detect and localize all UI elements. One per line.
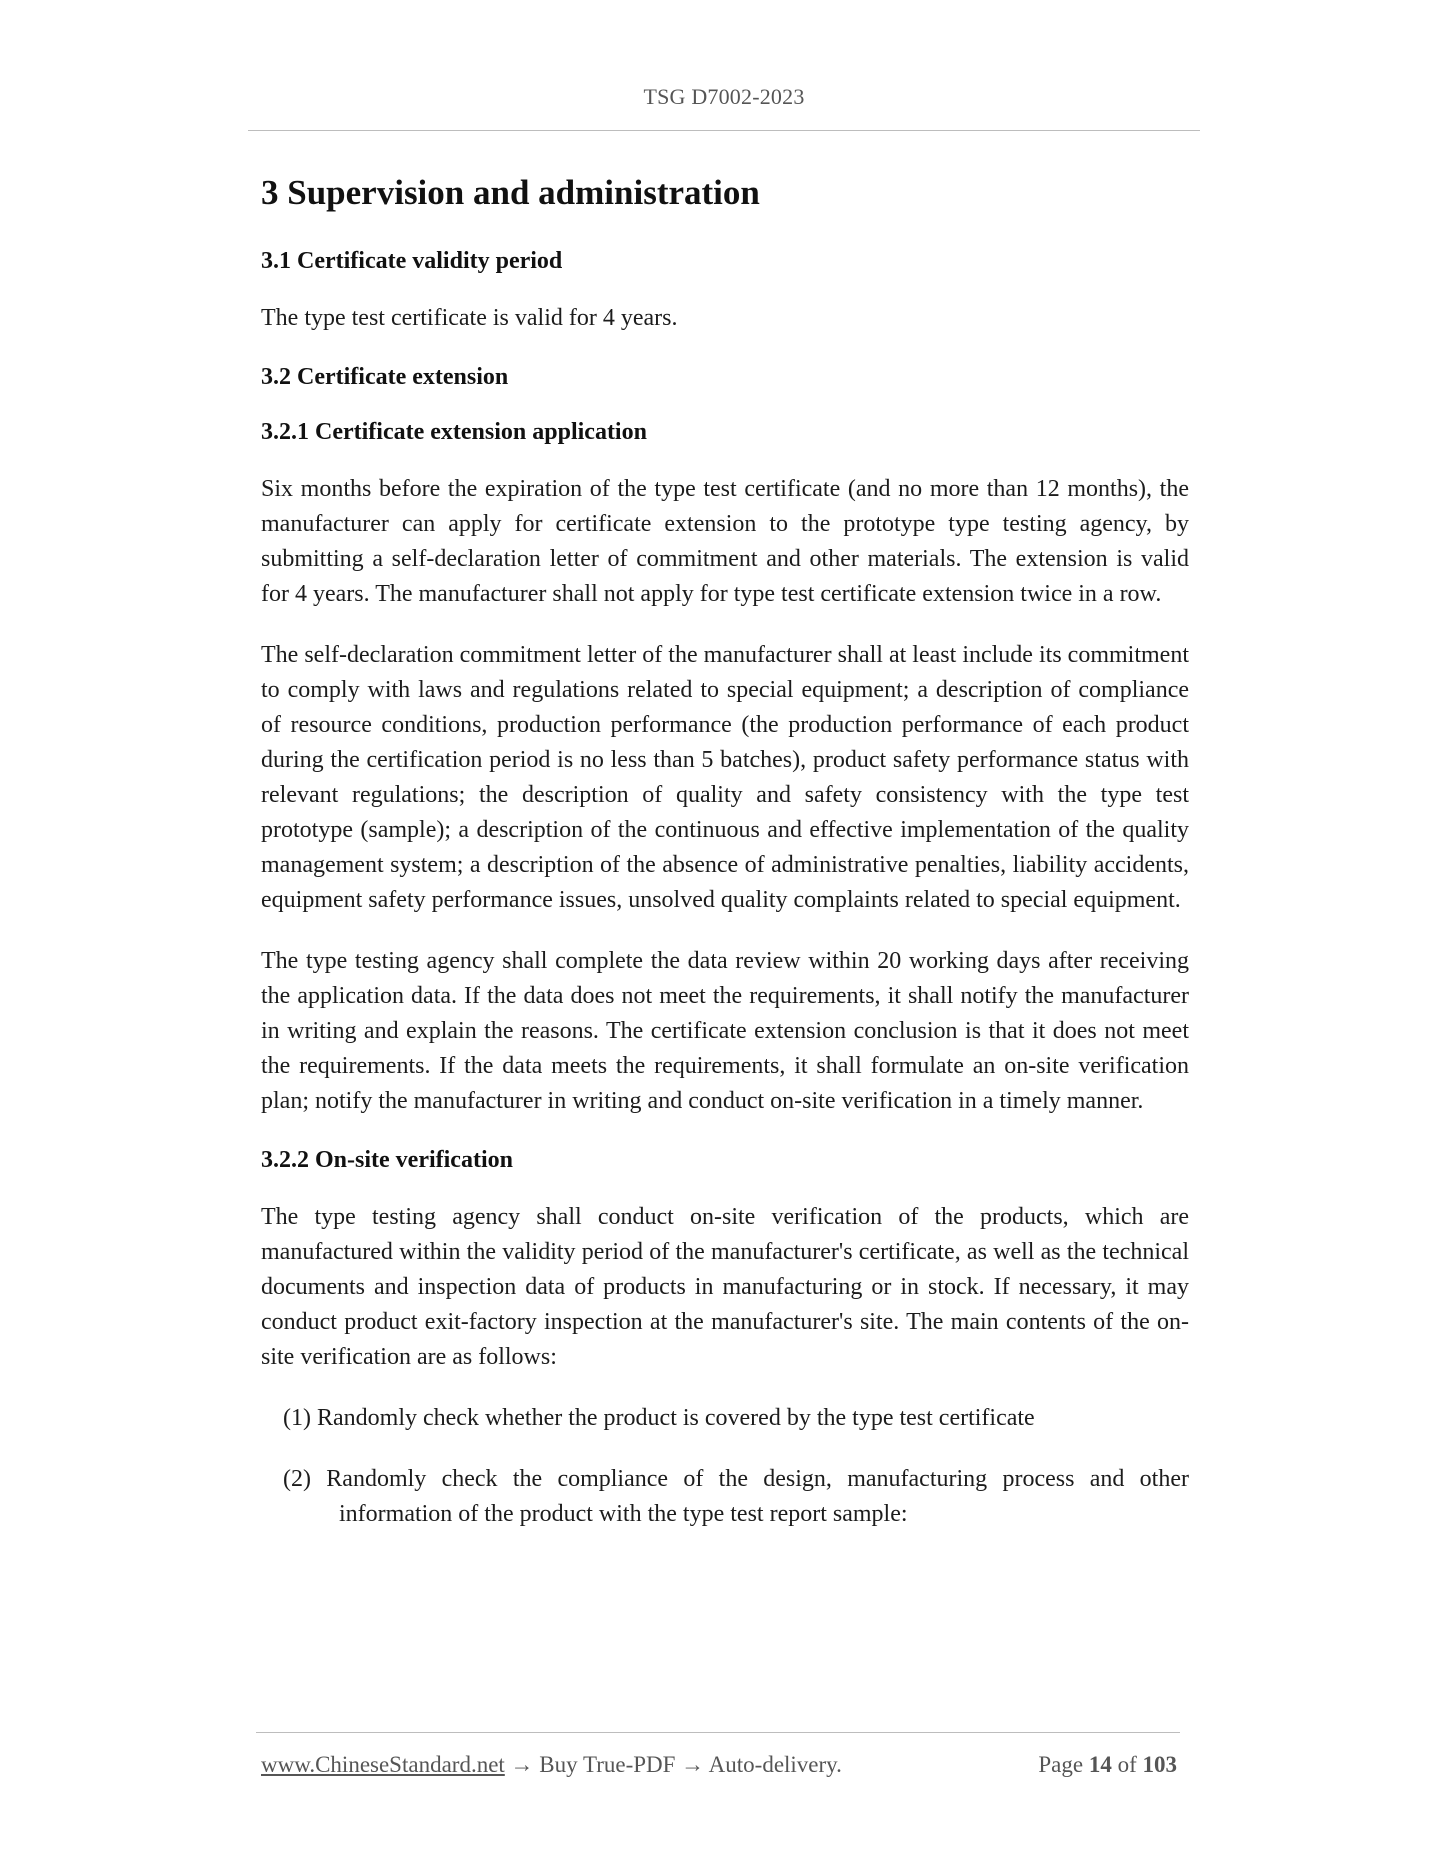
- heading-3-2-1: 3.2.1 Certificate extension application: [261, 418, 647, 445]
- footer-tagline: → Buy True-PDF → Auto-delivery.: [504, 1752, 842, 1777]
- website-link[interactable]: www.ChineseStandard.net: [261, 1752, 505, 1777]
- page-current: 14: [1088, 1752, 1112, 1777]
- page-total: 103: [1142, 1752, 1177, 1777]
- section-title: 3 Supervision and administration: [261, 173, 760, 212]
- page-number: [1038, 1752, 1177, 1778]
- paragraph-3-2-1-b: The self-declaration commitment letter of the manufacturer shall at least include its commitment to comply with laws and regulations related to special equipment; a description of compliance of resource conditions, production performance (the production performance of each product during the certification period is no less than 5 batches), product safety performance status with relevant regulations; the description of quality and safety consistency with the type test prototype (sample); a description of the continuous and effective implementation of the quality management system; a description of the absence of administrative penalties, liability accidents, equipment safety performance issues, unsolved quality complaints related to special equipment.: [261, 642, 1189, 914]
- page-label: Page: [1038, 1752, 1084, 1777]
- list-item-2: (2) Randomly check the compliance of the design, manufacturing process and other information of the product with the type test report sample:: [283, 1466, 1189, 1528]
- paragraph-3-1: The type test certificate is valid for 4 years.: [261, 304, 678, 331]
- heading-3-2-2: 3.2.2 On-site verification: [261, 1147, 513, 1174]
- page-content: [261, 170, 1189, 1558]
- heading-3-2: 3.2 Certificate extension: [261, 363, 509, 390]
- of-label: of: [1117, 1752, 1137, 1777]
- header-divider: [248, 130, 1200, 131]
- running-header: TSG D7002-2023: [643, 84, 805, 109]
- paragraph-3-2-2: The type testing agency shall conduct on-site verification of the products, which are manufactured within the validity period of the manufacturer's certificate, as well as the technical documents and inspection data of products in manufacturing or in stock. If necessary, it may conduct product exit-factory inspection at the manufacturer's site. The main contents of the on-site verification are as follows:: [261, 1204, 1189, 1371]
- footer-divider: [256, 1732, 1180, 1733]
- footer-promo: [261, 1752, 842, 1778]
- paragraph-3-2-1-c: The type testing agency shall complete the data review within 20 working days after receiving the application data. If the data does not meet the requirements, it shall notify the manufacturer in writing and explain the reasons. The certificate extension conclusion is that it does not meet the requirements. If the data meets the requirements, it shall formulate an on-site verification plan; notify the manufacturer in writing and conduct on-site verification in a timely manner.: [261, 948, 1189, 1115]
- paragraph-3-2-1-a: Six months before the expiration of the type test certificate (and no more than 12 months), the manufacturer can apply for certificate extension to the prototype type testing agency, by submitting a self-declaration letter of commitment and other materials. The extension is valid for 4 years. The manufacturer shall not apply for type test certificate extension twice in a row.: [261, 476, 1189, 608]
- heading-3-1: 3.1 Certificate validity period: [261, 247, 563, 274]
- list-item-1: (1) Randomly check whether the product is covered by the type test certificate: [283, 1405, 1035, 1432]
